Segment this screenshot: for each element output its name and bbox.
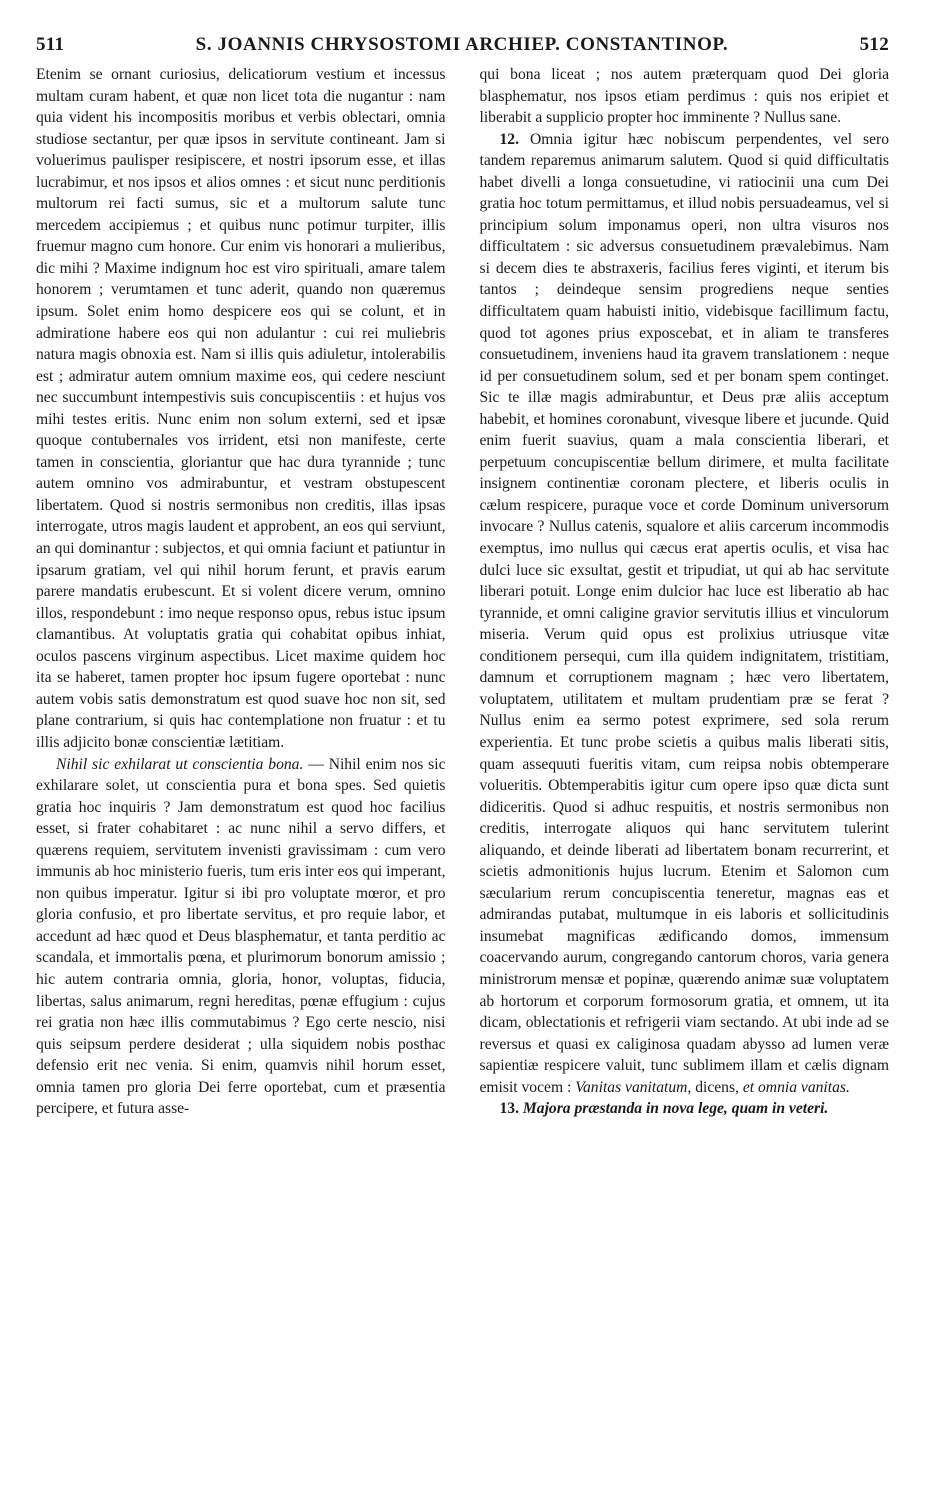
paragraph: qui bona liceat ; nos autem præterquam quod Dei gloria blasphematur, nos ipsos etiam perdimus : quis nos eripiet et liberabit a supplicio propter hoc imminente ? Nullus sane.: [479, 66, 889, 127]
right-page-number: 512: [859, 34, 889, 55]
text-columns: [36, 64, 889, 1120]
running-title: S. JOANNIS CHRYSOSTOMI ARCHIEP. CONSTANTINOP.: [195, 34, 729, 55]
section-heading: Nihil sic exhilarat ut conscientia bona.: [56, 755, 304, 773]
quotation: Vanitas vanitatum,: [575, 1078, 692, 1096]
section-number: 12.: [499, 130, 519, 148]
paragraph-text: Omnia igitur hæc nobiscum perpendentes, vel sero tandem reparemus animarum salutem. Quod si quid difficultatis habet divelli a longa consuetudine, vi ratiocinii una cum Dei gratia hoc totum permittamus, et illud nobis persuadeamus, vel si principium solum imponamus operi, non ultra visuros nos difficultatem : sic adversus consuetudinem prævalebimus. Nam si decem dies te abstraxeris, facilius feres viginti, et iterum bis tantos ; deindeque sensim progrediens neque senties difficultatem quam habuisti initio, videbisque facillimum factu, quod tot agones prius exposcebat, et in aliam te transferes consuetudinem, inveniens haud ita gravem translationem : neque id per consuetudinem solum, sed et per bonam spem continget. Sic te illæ magis admirabuntur, et Deus præ aliis acceptum habebit, et homines coronabunt, vivesque libere et jucunde. Quid enim fuerit suavius, quam a mala conscientia liberari, et perpetuum concupiscentiæ bellum dirimere, et multa facilitate insignem continentiæ coronam plectere, et liberis oculis in cælum respicere, puraque voce et corde Dominum universorum invocare ? Nullus catenis, squalore et aliis carcerum incommodis exemptus, imo nullus qui cæcus erat apertis oculis, et visa hac dulci luce sic exsultat, gestit et tripudiat, ut qui ab hac servitute liberari potuit. Longe enim dulcior hac luce est liberatio ab hac tyrannide, et omni caligine gravior servitutis illius et vinculorum miseria. Verum quid opus est prolixius utriusque vitæ conditionem persequi, cum illa quidem indignitatem, tristitiam, damnum et corruptionem magnam ; hæc vero libertatem, voluptatem, utilitatem et multam prudentiam præ se ferat ? Nullus enim ea sermo potest exprimere, sed sola rerum experientia. Et tunc probe scietis a quibus malis liberati sitis, quam assequuti fueritis vitam, cum reipsa nobis obtemperare volueritis. Obtemperabitis igitur cum opere ipso quæ dicta sunt didiceritis. Quod si adhuc respuitis, et nostris sermonibus non creditis, interrogate aliquos qui hanc servitutem tulerint aliquando, et deinde liberati ad libertatem bonam recurrerint, et scietis admonitionis hujus lucrum. Etenim et Salomon cum sæcularium rerum concupiscentia teneretur, magnas eas et admirandas putabat, multumque in eis laboris et sollicitudinis insumebat magnificas ædificando domos, immensum coacervando aurum, congregando cantorum choros, varia genera ministrorum mensæ et popinæ, quærendo animæ suæ voluptatem ab hortorum et corporum formosorum gratia, et omnem, ut ita dicam, oblectationis et refrigerii viam sectando. At ubi inde ad se reversus et quasi ex caliginosa quadam abysso ad lumen veræ sapientiæ respicere valuit, tunc sublimem illam et cælis dignam emisit vocem :: [479, 130, 889, 1096]
paragraph: Etenim se ornant curiosius, delicatiorum vestium et incessus multam curam habent, et quæ non licet tota die nugantur : nam quia vident his incompositis moribus et verbis oblectari, omnia studiose sectantur, per quæ ipsos in servitute contineant. Jam si voluerimus paulisper resipiscere, et nostri ipsorum esse, et illas lucrabimur, et nos ipsos et alios omnes : et sicut nunc perditionis multorum rei facti sumus, sic et a multorum salute tunc mercedem accipiemus ; et quibus nunc potimur turpiter, illis fruemur magno cum honore. Cur enim vis honorari a mulieribus, dic mihi ? Maxime indignum hoc est viro spirituali, amare talem honorem ; verumtamen et tunc aderit, quando non quæremus ipsum. Solet enim homo despicere eos qui se colunt, et in admiratione habere eos qui non adulantur : cui rei muliebris natura magis obnoxia est. Nam si illis quis adiuletur, intolerabilis est ; admiratur autem omnium maxime eos, qui cedere nesciunt nec succumbunt intempestivis suis concupiscentiis : et hujus vos mihi testes eritis. Nunc enim non solum externi, sed et ipsæ quoque contubernales vos irrident, etsi non manifeste, certe tamen in conscientia, gloriantur que hac dura tyrannide ; tunc autem omnino vos admirabuntur, et vestram obstupescent libertatem. Quod si nostris sermonibus non creditis, illas ipsas interrogate, utros magis laudent et approbent, an eos qui serviunt, an qui dominantur : subjectos, et qui omnia faciunt et patiuntur in ipsarum gratiam, vel qui nihil horum ferunt, et pravis earum parere mandatis erubescunt. Et si volent dicere verum, omnino illos, respondebunt : imo neque responso opus, rebus istuc ipsum clamantibus. At voluptatis gratia qui cohabitat opibus inhiat, oculos pascens virginum aspectibus. Licet maxime quidem hoc ita se haberet, tamen propter hoc ipsum fugere oportebat : nunc autem vobis satis demonstratum est quod suave hoc non sit, sed plane contrarium, si quis hac contemplatione non fruatur : et tu illis adjicito bonæ conscientiæ lætitiam.: [36, 66, 446, 751]
paragraph-text: — Nihil enim nos sic exhilarare solet, ut conscientia pura et bona spes. Sed quietis gratia hoc inquiris ? Jam demonstratum est quod hoc facilius esset, si frater cohabitaret : ac nunc nihil a servo differs, et quærens requiem, servitutem invenisti gravissimam : cum vero immunis ab hoc ministerio fueris, tum eris inter eos qui imperant, non quibus imperatur. Igitur si ibi pro voluptate mœror, et pro gloria confusio, et pro libertate servitus, et pro requie labor, et accedunt ad hæc quod et Deus blasphematur, et tanta perditio ac scandala, et immortalis pœna, et plurimorum bonorum amissio ; hic autem contraria omnia, gloria, honor, voluptas, fiducia, libertas, salus animarum, regni hereditas, pœnæ effugium : cujus rei gratia non hæc illis commutabimus ? Ego certe nescio, nisi quis seipsum perdere desiderat ; ulla siquidem nobis posthac defensio erit nec venia. Si enim, quamvis nihil horum esset, omnia tamen pro gloria Dei ferre oportebat, cum et præsentia percipere, et futura asse-: [36, 755, 446, 1118]
left-column: [36, 64, 446, 1120]
paragraph: [36, 754, 446, 1120]
left-page-number: 511: [36, 34, 65, 55]
paragraph: [480, 129, 890, 1099]
quotation: et omnia vanitas.: [742, 1078, 850, 1096]
right-column: [480, 64, 890, 1120]
section-heading: Majora præstanda in nova lege, quam in veteri.: [522, 1100, 829, 1118]
paragraph-text: dicens,: [691, 1078, 743, 1096]
section-number: 13.: [499, 1100, 519, 1118]
running-header: [36, 34, 889, 64]
paragraph: [480, 1098, 890, 1120]
